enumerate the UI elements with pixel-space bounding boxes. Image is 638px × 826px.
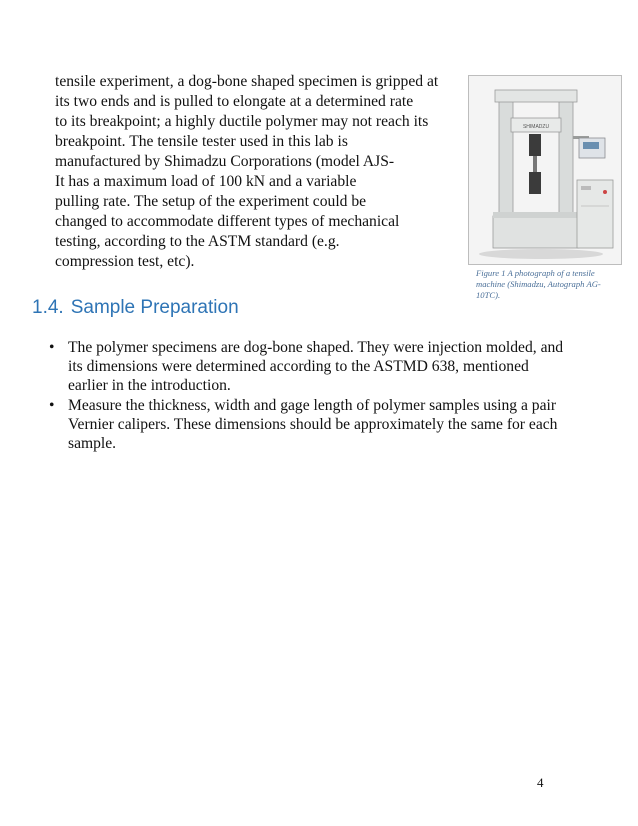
intro-line: breakpoint. The tensile tester used in this lab is: [55, 133, 348, 150]
bullet-line: The polymer specimens are dog-bone shaped. They were injection molded, and: [68, 339, 564, 356]
section-number: 1.4.: [32, 297, 64, 318]
bullet-line: Vernier calipers. These dimensions should be approximately the same for each: [68, 416, 558, 433]
machine-brand-label: SHIMADZU: [522, 124, 550, 130]
bullet-icon: •: [49, 339, 55, 356]
section-heading: [32, 297, 239, 319]
tensile-machine-photo: [469, 76, 621, 264]
intro-line: pulling rate. The setup of the experiment could be: [55, 193, 367, 210]
intro-line: testing, according to the ASTM standard (e.g.: [55, 233, 340, 250]
page-number: 4: [537, 775, 544, 790]
intro-line: It has a maximum load of 100 kN and a variable: [55, 173, 357, 190]
intro-line: compression test, etc).: [55, 253, 195, 270]
bullet-line: its dimensions were determined according to the ASTMD 638, mentioned: [68, 358, 529, 375]
section-title: Sample Preparation: [70, 297, 239, 318]
figure-caption: Figure 1 A photograph of a tensile machine (Shimadzu, Autograph AG-10TC).: [476, 268, 601, 300]
bullet-line: earlier in the introduction.: [68, 377, 231, 394]
tensile-machine-figure: [468, 75, 622, 265]
intro-line: its two ends and is pulled to elongate at a determined rate: [55, 93, 414, 110]
bullet-line: Measure the thickness, width and gage length of polymer samples using a pair: [68, 397, 557, 414]
intro-line: tensile experiment, a dog-bone shaped specimen is gripped at: [55, 73, 439, 90]
intro-line: to its breakpoint; a highly ductile polymer may not reach its: [55, 113, 429, 130]
intro-line: manufactured by Shimadzu Corporations (model AJS-: [55, 153, 395, 170]
bullet-line: sample.: [68, 435, 117, 452]
bullet-icon: •: [49, 397, 55, 414]
intro-line: changed to accommodate different types of mechanical: [55, 213, 400, 230]
